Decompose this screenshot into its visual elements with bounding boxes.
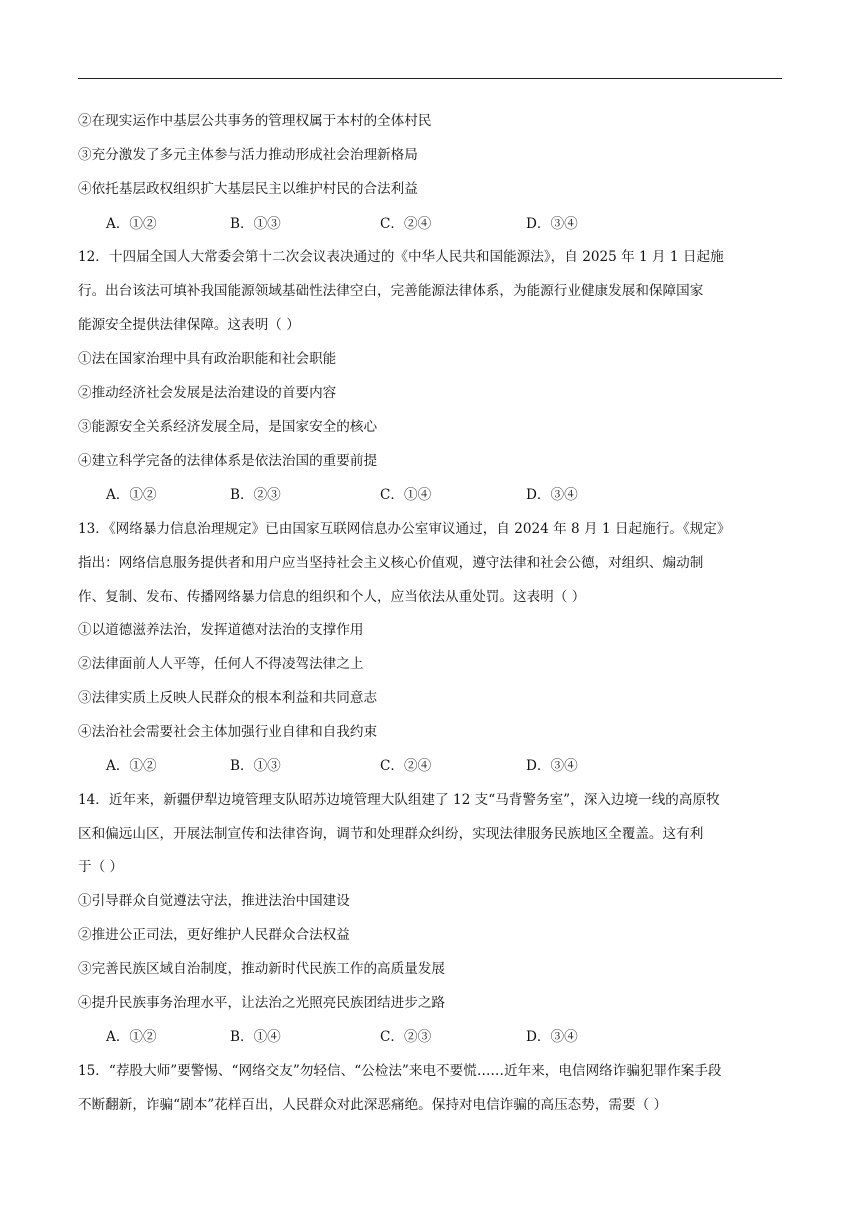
q14-stem-line-3: 于（ ） bbox=[78, 859, 124, 875]
q12-statement-3: ③能源安全关系经济发展全局，是国家安全的核心 bbox=[78, 419, 378, 435]
q14-statement-2: ②推进公正司法，更好维护人民群众合法权益 bbox=[78, 927, 350, 943]
q14-statement-1: ①引导群众自觉遵法守法，推进法治中国建设 bbox=[78, 893, 350, 909]
q11-statement-2: ②在现实运作中基层公共事务的管理权属于本村的全体村民 bbox=[78, 113, 432, 129]
q11-option-d[interactable]: D．③④ bbox=[526, 216, 578, 232]
q13-statement-4: ④法治社会需要社会主体加强行业自律和自我约束 bbox=[78, 724, 378, 740]
q14-option-b[interactable]: B．①④ bbox=[230, 1029, 281, 1045]
q15-stem-line-2: 不断翻新，诈骗“剧本”花样百出，人民群众对此深恶痛绝。保持对电信诈骗的高压态势，需要（ ） bbox=[78, 1097, 668, 1113]
q14-statement-3: ③完善民族区域自治制度，推动新时代民族工作的高质量发展 bbox=[78, 961, 446, 977]
q12-stem-line-3: 能源安全提供法律保障。这表明（ ） bbox=[78, 317, 300, 333]
q11-option-b[interactable]: B．①③ bbox=[230, 216, 281, 232]
q13-statement-3: ③法律实质上反映人民群众的根本利益和共同意志 bbox=[78, 690, 378, 706]
q15-stem-line-1: 15．“荐股大师”要警惕、“网络交友”勿轻信、“公检法”来电不要慌……近年来，电信网络诈骗犯罪作案手段 bbox=[78, 1063, 722, 1079]
q11-statement-3: ③充分激发了多元主体参与活力推动形成社会治理新格局 bbox=[78, 147, 418, 163]
q13-stem-line-3: 作、复制、发布、传播网络暴力信息的组织和个人，应当依法从重处罚。这表明（ ） bbox=[78, 589, 586, 605]
q14-option-d[interactable]: D．③④ bbox=[526, 1029, 578, 1045]
q13-stem-line-2: 指出：网络信息服务提供者和用户应当坚持社会主义核心价值观，遵守法律和社会公德，对组织、煽动制 bbox=[78, 555, 704, 571]
q13-option-c[interactable]: C．②④ bbox=[380, 758, 432, 774]
q11-option-c[interactable]: C．②④ bbox=[380, 216, 432, 232]
q13-option-b[interactable]: B．①③ bbox=[230, 758, 281, 774]
q11-statement-4: ④依托基层政权组织扩大基层民主以维护村民的合法利益 bbox=[78, 181, 418, 197]
q12-statement-1: ①法在国家治理中具有政治职能和社会职能 bbox=[78, 351, 337, 367]
header-rule bbox=[78, 78, 782, 79]
q12-option-b[interactable]: B．②③ bbox=[230, 487, 281, 503]
q12-option-a[interactable]: A．①② bbox=[106, 487, 157, 503]
q12-statement-2: ②推动经济社会发展是法治建设的首要内容 bbox=[78, 385, 337, 401]
q13-statement-1: ①以道德滋养法治，发挥道德对法治的支撑作用 bbox=[78, 622, 364, 638]
q12-statement-4: ④建立科学完备的法律体系是依法治国的重要前提 bbox=[78, 453, 378, 469]
q13-option-d[interactable]: D．③④ bbox=[526, 758, 578, 774]
q14-statement-4: ④提升民族事务治理水平，让法治之光照亮民族团结进步之路 bbox=[78, 995, 446, 1011]
q14-option-c[interactable]: C．②③ bbox=[380, 1029, 432, 1045]
q14-option-a[interactable]: A．①② bbox=[106, 1029, 157, 1045]
q12-option-d[interactable]: D．③④ bbox=[526, 487, 578, 503]
q13-statement-2: ②法律面前人人平等，任何人不得凌驾法律之上 bbox=[78, 656, 364, 672]
q12-stem-line-2: 行。出台该法可填补我国能源领域基础性法律空白，完善能源法律体系，为能源行业健康发展和保障国家 bbox=[78, 283, 704, 299]
q13-stem-line-1: 13．《网络暴力信息治理规定》已由国家互联网信息办公室审议通过，自 2024 年 8 月 1 日起施行。《规定》 bbox=[78, 521, 731, 537]
q12-stem-line-1: 12．十四届全国人大常委会第十二次会议表决通过的《中华人民共和国能源法》，自 2025 年 1 月 1 日起施 bbox=[78, 249, 724, 265]
q12-option-c[interactable]: C．①④ bbox=[380, 487, 432, 503]
q13-option-a[interactable]: A．①② bbox=[106, 758, 157, 774]
q11-option-a[interactable]: A．①② bbox=[106, 216, 157, 232]
q14-stem-line-1: 14．近年来，新疆伊犁边境管理支队昭苏边境管理大队组建了 12 支“马背警务室”，深入边境一线的高原牧 bbox=[78, 792, 720, 808]
q14-stem-line-2: 区和偏远山区，开展法制宣传和法律咨询，调节和处理群众纠纷，实现法律服务民族地区全覆盖。这有利 bbox=[78, 826, 704, 842]
